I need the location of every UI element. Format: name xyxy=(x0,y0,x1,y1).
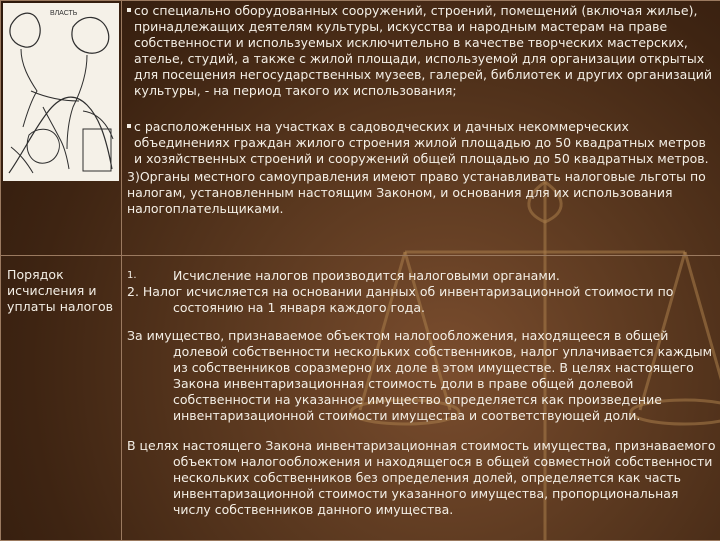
benefit-item-2-text: с расположенных на участках в садоводческих и дачных некоммерческих объединениях граждан жилого строения жилой площадью до 50 квадратных метров и хозяйственных строений и сооружений общей площадью до 50 квадратных метров. xyxy=(134,119,709,166)
section-label: Порядок исчисления и уплаты налогов xyxy=(1,256,121,315)
top-text-block xyxy=(122,1,720,255)
benefit-item-3: 3)Органы местного самоуправления имеют право устанавливать налоговые льготы по налогам, установленным настоящим Законом, и основания для их использования налогоплательщиками. xyxy=(127,169,716,217)
square-bullet-icon xyxy=(127,124,131,128)
procedure-item-1 xyxy=(127,268,716,284)
top-content xyxy=(122,1,720,217)
benefit-item-1 xyxy=(127,3,716,99)
cartoon-caption: ВЛАСТЬ xyxy=(50,10,78,17)
cartoon-illustration xyxy=(3,3,119,181)
top-text-cell xyxy=(122,1,720,256)
procedure-item-1-text: Исчисление налогов производится налоговыми органами. xyxy=(173,268,560,283)
bottom-content xyxy=(122,256,720,518)
benefit-item-1-text: со специально оборудованных сооружений, строений, помещений (включая жилье), принадлежащих деятелям культуры, искусства и народным мастерам на праве собственности и используемых исключительно в качестве творческих мастерских, ателье, студий, а также с жилой площади, используемой для организации открытых для посещения негосударственных музеев, галерей, библиотек и других организаций культуры, - на период такого их использования; xyxy=(134,3,712,98)
bottom-text-block xyxy=(122,256,720,540)
benefit-item-2 xyxy=(127,119,716,167)
procedure-paragraph-2: В целях настоящего Закона инвентаризационная стоимость имущества, признаваемого объектом налогообложения и находящегося в общей совместной собственности нескольких собственников без определения долей, определяется как часть инвентаризационной стоимости указанного имущества, пропорциональная числу собственников данного имущества. xyxy=(127,438,716,518)
section-label-cell xyxy=(1,256,122,541)
procedure-item-2: 2. Налог исчисляется на основании данных об инвентаризационной стоимости по состоянию на 1 января каждого года. xyxy=(127,284,716,316)
square-bullet-icon xyxy=(127,8,131,12)
bottom-text-cell xyxy=(122,256,720,541)
section-label-block xyxy=(1,256,121,540)
cartoon-drawing xyxy=(3,3,119,181)
image-cell-body xyxy=(1,1,121,255)
procedure-item-1-number: 1. xyxy=(127,271,137,281)
image-cell xyxy=(1,1,122,256)
procedure-paragraph-1: За имущество, признаваемое объектом налогообложения, находящееся в общей долевой собственности нескольких собственников, налог уплачивается каждым из собственников соразмерно их доле в этом имуществе. В целях настоящего Закона инвентаризационная стоимость доли в праве общей долевой собственности на указанное имущество определяется как произведение инвентаризационной стоимости имущества и соответствующей доли. xyxy=(127,328,716,424)
